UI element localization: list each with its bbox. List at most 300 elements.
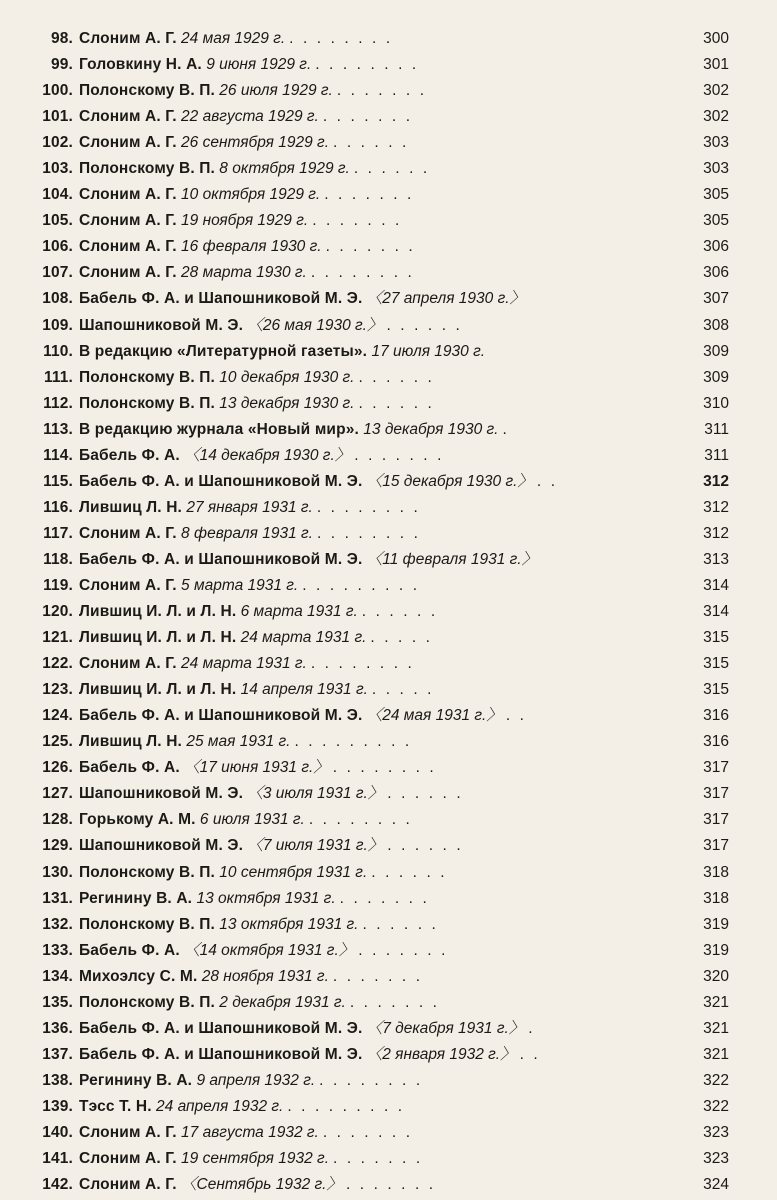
entry-number: 111.: [43, 368, 73, 386]
recipient-name: Слоним А. Г.: [79, 238, 177, 256]
toc-entry: [0, 938, 777, 964]
dot-leader: .: [502, 420, 517, 438]
dot-leader: ........: [289, 30, 400, 47]
entry-number: 117.: [43, 524, 73, 542]
page-number: 323: [703, 1150, 729, 1168]
toc-entry: [0, 912, 777, 938]
dot-leader: ........: [310, 264, 422, 282]
entry-text: [79, 625, 439, 651]
entry-number: 125.: [42, 733, 73, 751]
entry-text: [79, 1120, 420, 1146]
dot-leader: .......: [322, 108, 420, 126]
recipient-name: Слоним А. Г.: [79, 1123, 177, 1141]
recipient-name: Лившиц И. Л. и Л. Н.: [79, 681, 237, 699]
entry-number: 135.: [42, 993, 73, 1011]
dot-leader: ......: [333, 134, 416, 152]
recipient-name: Полонскому В. П.: [79, 394, 215, 412]
entry-text: [79, 469, 565, 495]
recipient-name: Бабель Ф. А. и Шапошниковой М. Э.: [79, 550, 363, 568]
toc-entry: [0, 651, 777, 677]
entry-number: 107.: [42, 264, 73, 282]
letter-date: 13 октября 1931 г.: [219, 915, 359, 933]
toc-entry: [0, 26, 777, 52]
recipient-name: Горькому А. М.: [79, 811, 196, 829]
page-number: 324: [703, 1176, 729, 1194]
toc-entry: [0, 1172, 777, 1198]
dot-leader: .......: [322, 1123, 420, 1141]
toc-entry: [0, 677, 777, 703]
toc-entry: [0, 443, 777, 469]
entry-text: [79, 1042, 547, 1068]
dot-leader: ......: [387, 785, 471, 803]
dot-leader: .......: [332, 967, 430, 985]
letter-date: 26 сентября 1929 г.: [181, 134, 330, 152]
recipient-name: Шапошниковой М. Э.: [79, 785, 244, 803]
entry-text: [79, 495, 427, 521]
entry-number: 134.: [42, 967, 73, 985]
page-number: 306: [703, 238, 729, 256]
toc-entry: [0, 260, 777, 286]
page-number: 318: [703, 863, 729, 881]
letter-date: 28 ноября 1931 г.: [201, 967, 329, 985]
entry-text: [79, 78, 434, 104]
entry-text: [79, 234, 422, 260]
recipient-name: Регинину В. А.: [79, 889, 193, 907]
entry-number: 141.: [42, 1150, 73, 1168]
page-number: 320: [703, 967, 729, 985]
recipient-name: Бабель Ф. А.: [79, 446, 180, 464]
dot-leader: ........: [332, 759, 444, 777]
dot-leader: .....: [371, 681, 441, 699]
letter-date: 28 марта 1930 г.: [181, 264, 307, 282]
page-number: 314: [703, 603, 729, 621]
dot-leader: ..: [536, 472, 565, 490]
page-number: 309: [703, 368, 729, 386]
page-number: 318: [703, 889, 729, 907]
toc-entry: [0, 964, 777, 990]
letter-date: 17 июля 1930 г.: [371, 342, 486, 360]
letter-date: 〈7 декабря 1931 г.〉: [366, 1019, 525, 1037]
recipient-name: Полонскому В. П.: [79, 160, 215, 178]
page-number: 306: [703, 264, 729, 282]
recipient-name: Бабель Ф. А. и Шапошниковой М. Э.: [79, 707, 363, 725]
letter-date: 14 апреля 1931 г.: [240, 681, 368, 699]
entry-text: [79, 26, 400, 52]
dot-leader: .......: [333, 1150, 430, 1168]
entry-number: 130.: [42, 863, 73, 881]
recipient-name: Слоним А. Г.: [79, 1150, 177, 1168]
entry-text: [79, 703, 533, 729]
letter-date: 2 декабря 1931 г.: [219, 993, 346, 1011]
recipient-name: Полонскому В. П.: [79, 368, 215, 386]
page-number: 315: [703, 629, 729, 647]
letter-date: 24 марта 1931 г.: [181, 655, 307, 673]
letter-date: 13 декабря 1930 г.: [363, 420, 499, 438]
entry-text: [79, 547, 541, 573]
entry-number: 106.: [42, 238, 73, 256]
recipient-name: Полонскому В. П.: [79, 82, 215, 100]
entry-text: [79, 208, 409, 234]
dot-leader: .......: [358, 941, 455, 959]
page-number: 309: [703, 342, 729, 360]
toc-entry: [0, 729, 777, 755]
recipient-name: Шапошниковой М. Э.: [79, 837, 244, 855]
page-number: 319: [703, 941, 729, 959]
toc-entry: [0, 234, 777, 260]
entry-number: 113.: [43, 420, 73, 438]
toc-entry: [0, 781, 777, 807]
toc-entry: [0, 807, 777, 833]
toc-entry: [0, 208, 777, 234]
page-number: 322: [703, 1071, 729, 1089]
entry-text: [79, 1172, 443, 1198]
recipient-name: Лившиц И. Л. и Л. Н.: [79, 629, 237, 647]
recipient-name: Слоним А. Г.: [79, 186, 177, 204]
dot-leader: .: [528, 1019, 543, 1037]
toc-entry: [0, 833, 777, 859]
entry-number: 124.: [42, 707, 73, 725]
letter-date: 〈24 мая 1931 г.〉: [366, 707, 502, 725]
recipient-name: Михоэлсу С. М.: [79, 967, 198, 985]
toc-entry: [0, 1068, 777, 1094]
entry-text: [79, 886, 436, 912]
entry-text: [79, 807, 419, 833]
toc-entry: [0, 104, 777, 130]
page-number: 303: [703, 160, 729, 178]
entry-text: [79, 365, 441, 391]
letter-date: 24 марта 1931 г.: [240, 629, 367, 647]
entry-text: [79, 729, 419, 755]
entry-text: [79, 860, 454, 886]
recipient-name: Полонскому В. П.: [79, 863, 215, 881]
dot-leader: .......: [354, 446, 451, 464]
page-number: 321: [703, 1019, 729, 1037]
entry-number: 131.: [42, 889, 73, 907]
toc-entry: [0, 1042, 777, 1068]
entry-text: [79, 521, 427, 547]
entry-text: [79, 1094, 412, 1120]
letter-date: 9 июня 1929 г.: [206, 56, 312, 74]
dot-leader: .......: [349, 993, 447, 1011]
entry-text: [79, 417, 516, 443]
entry-number: 105.: [42, 212, 73, 230]
letter-date: 26 июля 1929 г.: [219, 82, 333, 100]
page-number: 319: [703, 915, 729, 933]
toc-entry: [0, 547, 777, 573]
page-number: 312: [703, 524, 729, 542]
page-number: 302: [703, 82, 729, 100]
entry-number: 101.: [42, 108, 73, 126]
letter-date: 〈26 мая 1930 г.〉: [247, 316, 383, 334]
page-number: 310: [703, 394, 729, 412]
dot-leader: .........: [287, 1097, 412, 1115]
entry-number: 128.: [42, 811, 73, 829]
toc-entry: [0, 286, 777, 312]
entry-text: [79, 1016, 542, 1042]
entry-number: 116.: [43, 498, 73, 516]
entry-number: 112.: [43, 394, 73, 412]
recipient-name: Тэсс Т. Н.: [79, 1097, 152, 1115]
letter-date: 〈17 июня 1931 г.〉: [184, 759, 329, 777]
recipient-name: Слоним А. Г.: [79, 524, 177, 542]
toc-entry: [0, 339, 777, 365]
page-number: 301: [703, 56, 729, 74]
entry-number: 120.: [42, 603, 73, 621]
recipient-name: Бабель Ф. А.: [79, 941, 180, 959]
dot-leader: ......: [353, 160, 437, 178]
toc-entry: [0, 1094, 777, 1120]
recipient-name: Бабель Ф. А. и Шапошниковой М. Э.: [79, 1019, 363, 1037]
entry-text: [79, 912, 445, 938]
letter-date: 10 декабря 1930 г.: [219, 368, 355, 386]
dot-leader: ........: [315, 56, 426, 74]
page-number: 321: [703, 993, 729, 1011]
letter-date: 6 марта 1931 г.: [240, 603, 358, 621]
entry-number: 123.: [42, 681, 73, 699]
letter-date: 9 апреля 1932 г.: [196, 1071, 316, 1089]
letter-date: 〈27 апреля 1930 г.〉: [366, 290, 526, 308]
toc-entry: [0, 417, 777, 443]
recipient-name: Полонскому В. П.: [79, 993, 215, 1011]
dot-leader: .......: [336, 82, 434, 100]
letter-date: 27 января 1931 г.: [186, 498, 313, 516]
entry-text: [79, 573, 427, 599]
toc-entry: [0, 130, 777, 156]
entry-text: [79, 781, 470, 807]
recipient-name: Слоним А. Г.: [79, 655, 177, 673]
page-number: 317: [703, 837, 729, 855]
toc-entry: [0, 365, 777, 391]
recipient-name: Регинину В. А.: [79, 1071, 193, 1089]
dot-leader: ..: [519, 1045, 548, 1063]
entry-text: [79, 339, 489, 365]
letter-date: 19 сентября 1932 г.: [181, 1150, 330, 1168]
entry-number: 138.: [42, 1071, 73, 1089]
page-number: 312: [703, 498, 729, 516]
dot-leader: ......: [358, 394, 442, 412]
entry-text: [79, 391, 441, 417]
toc-entry: [0, 886, 777, 912]
recipient-name: Слоним А. Г.: [79, 30, 177, 47]
entry-number: 119.: [43, 576, 73, 594]
toc-entry: [0, 1016, 777, 1042]
dot-leader: .........: [294, 733, 419, 751]
toc-entry: [0, 391, 777, 417]
entry-number: 142.: [42, 1176, 73, 1194]
recipient-name: Бабель Ф. А.: [79, 759, 180, 777]
page-number: 316: [703, 733, 729, 751]
page-number: 302: [703, 108, 729, 126]
toc-entry: [0, 1146, 777, 1172]
letter-date: 10 октября 1929 г.: [181, 186, 321, 204]
page-number: 322: [703, 1097, 729, 1115]
recipient-name: Слоним А. Г.: [79, 108, 177, 126]
dot-leader: .......: [324, 186, 421, 204]
toc-entry: [0, 495, 777, 521]
page-number: 315: [703, 655, 729, 673]
letter-date: 25 мая 1931 г.: [186, 733, 291, 751]
entry-number: 100.: [42, 82, 73, 100]
letter-date: 〈7 июля 1931 г.〉: [247, 837, 384, 855]
toc-entry: [0, 1120, 777, 1146]
recipient-name: Шапошниковой М. Э.: [79, 316, 244, 334]
dot-leader: .......: [312, 212, 409, 230]
letter-date: 13 декабря 1930 г.: [219, 394, 355, 412]
entry-text: [79, 260, 421, 286]
letter-date: 〈2 января 1932 г.〉: [366, 1045, 516, 1063]
page-number: 300: [703, 30, 729, 47]
entry-text: [79, 677, 441, 703]
toc-entry: [0, 625, 777, 651]
entry-text: [79, 52, 426, 78]
entry-number: 122.: [42, 655, 73, 673]
letter-date: 16 февраля 1930 г.: [181, 238, 322, 256]
letter-date: 24 мая 1929 г.: [181, 30, 286, 47]
entry-text: [79, 1068, 430, 1094]
entry-number: 98.: [51, 30, 73, 47]
entry-text: [79, 833, 470, 859]
toc-entry: [0, 703, 777, 729]
letter-date: 〈Сентябрь 1932 г.〉: [181, 1176, 342, 1194]
page-number: 303: [703, 134, 729, 152]
dot-leader: .........: [302, 576, 427, 594]
page-number: 311: [704, 446, 729, 464]
entry-text: [79, 286, 529, 312]
entry-number: 139.: [42, 1097, 73, 1115]
dot-leader: ........: [319, 1071, 430, 1089]
entry-number: 110.: [43, 342, 73, 360]
page-number: 311: [704, 420, 729, 438]
recipient-name: Слоним А. Г.: [79, 212, 177, 230]
entry-number: 133.: [42, 941, 73, 959]
dot-leader: .......: [339, 889, 437, 907]
toc-entry: [0, 78, 777, 104]
recipient-name: Бабель Ф. А. и Шапошниковой М. Э.: [79, 472, 363, 490]
entry-text: [79, 182, 421, 208]
letter-date: 24 апреля 1932 г.: [156, 1097, 284, 1115]
entry-text: [79, 651, 421, 677]
dot-leader: ......: [362, 915, 446, 933]
entry-text: [79, 755, 443, 781]
entry-number: 132.: [42, 915, 73, 933]
entry-text: [79, 104, 420, 130]
toc-entry: [0, 182, 777, 208]
letter-date: 17 августа 1932 г.: [181, 1123, 319, 1141]
dot-leader: .....: [370, 629, 440, 647]
entry-number: 126.: [42, 759, 73, 777]
entry-number: 129.: [42, 837, 73, 855]
page-number: 314: [703, 576, 729, 594]
recipient-name: В редакцию журнала «Новый мир».: [79, 420, 359, 438]
dot-leader: ......: [361, 603, 445, 621]
entry-number: 108.: [42, 290, 73, 308]
letter-date: 8 октября 1929 г.: [219, 160, 350, 178]
entry-number: 114.: [43, 446, 73, 464]
dot-leader: ......: [386, 316, 470, 334]
recipient-name: Бабель Ф. А. и Шапошниковой М. Э.: [79, 1045, 363, 1063]
toc-entry: [0, 313, 777, 339]
letter-date: 〈11 февраля 1931 г.〉: [366, 550, 538, 568]
page-number: 308: [703, 316, 729, 334]
entry-number: 118.: [43, 550, 73, 568]
page-number: 317: [703, 811, 729, 829]
dot-leader: ........: [310, 655, 422, 673]
entry-number: 109.: [42, 316, 73, 334]
letter-date: 5 марта 1931 г.: [181, 576, 299, 594]
entry-number: 102.: [42, 134, 73, 152]
page-number: 316: [703, 707, 729, 725]
entry-text: [79, 938, 455, 964]
entry-number: 127.: [42, 785, 73, 803]
page-number: 321: [703, 1045, 729, 1063]
page-number: 315: [703, 681, 729, 699]
toc-entry: [0, 755, 777, 781]
recipient-name: Лившиц Л. Н.: [79, 498, 183, 516]
entry-text: [79, 964, 430, 990]
entry-number: 99.: [51, 56, 73, 74]
entry-number: 115.: [43, 472, 73, 490]
entry-number: 103.: [42, 160, 73, 178]
entry-number: 121.: [42, 629, 73, 647]
dot-leader: ......: [387, 837, 471, 855]
page-number: 312: [703, 472, 729, 490]
entry-number: 136.: [42, 1019, 73, 1037]
dot-leader: ........: [308, 811, 420, 829]
letter-date: 6 июля 1931 г.: [199, 811, 305, 829]
entry-number: 104.: [42, 186, 73, 204]
letter-date: 22 августа 1929 г.: [181, 108, 319, 126]
page-number: 313: [703, 550, 729, 568]
letter-date: 〈15 декабря 1930 г.〉: [366, 472, 533, 490]
recipient-name: В редакцию «Литературной газеты».: [79, 342, 368, 360]
dot-leader: .......: [325, 238, 423, 256]
page-number: 323: [703, 1123, 729, 1141]
dot-leader: .......: [345, 1176, 443, 1194]
recipient-name: Лившиц И. Л. и Л. Н.: [79, 603, 237, 621]
dot-leader: ........: [316, 498, 428, 516]
letter-date: 13 октября 1931 г.: [196, 889, 336, 907]
entry-number: 137.: [42, 1045, 73, 1063]
letter-date: 10 сентября 1931 г.: [219, 863, 368, 881]
letter-date: 〈14 декабря 1930 г.〉: [184, 446, 351, 464]
letter-date: 19 ноября 1929 г.: [181, 212, 309, 230]
toc-entry: [0, 521, 777, 547]
entry-text: [79, 156, 437, 182]
recipient-name: Бабель Ф. А. и Шапошниковой М. Э.: [79, 290, 363, 308]
toc-entry: [0, 860, 777, 886]
entry-text: [79, 1146, 430, 1172]
letter-date: 〈3 июля 1931 г.〉: [247, 785, 384, 803]
entry-number: 140.: [42, 1123, 73, 1141]
recipient-name: Слоним А. Г.: [79, 134, 177, 152]
toc-entry: [0, 469, 777, 495]
letter-date: 〈14 октября 1931 г.〉: [184, 941, 355, 959]
page-number: 305: [703, 186, 729, 204]
toc-entry: [0, 990, 777, 1016]
dot-leader: ......: [358, 368, 442, 386]
dot-leader: ..: [505, 707, 534, 725]
recipient-name: Слоним А. Г.: [79, 1176, 177, 1194]
recipient-name: Лившиц Л. Н.: [79, 733, 183, 751]
entry-text: [79, 990, 447, 1016]
recipient-name: Головкину Н. А.: [79, 56, 202, 74]
entry-text: [79, 599, 445, 625]
entry-text: [79, 443, 451, 469]
toc-entry: [0, 599, 777, 625]
page-number: 317: [703, 785, 729, 803]
page-number: 307: [703, 290, 729, 308]
entry-text: [79, 313, 469, 339]
